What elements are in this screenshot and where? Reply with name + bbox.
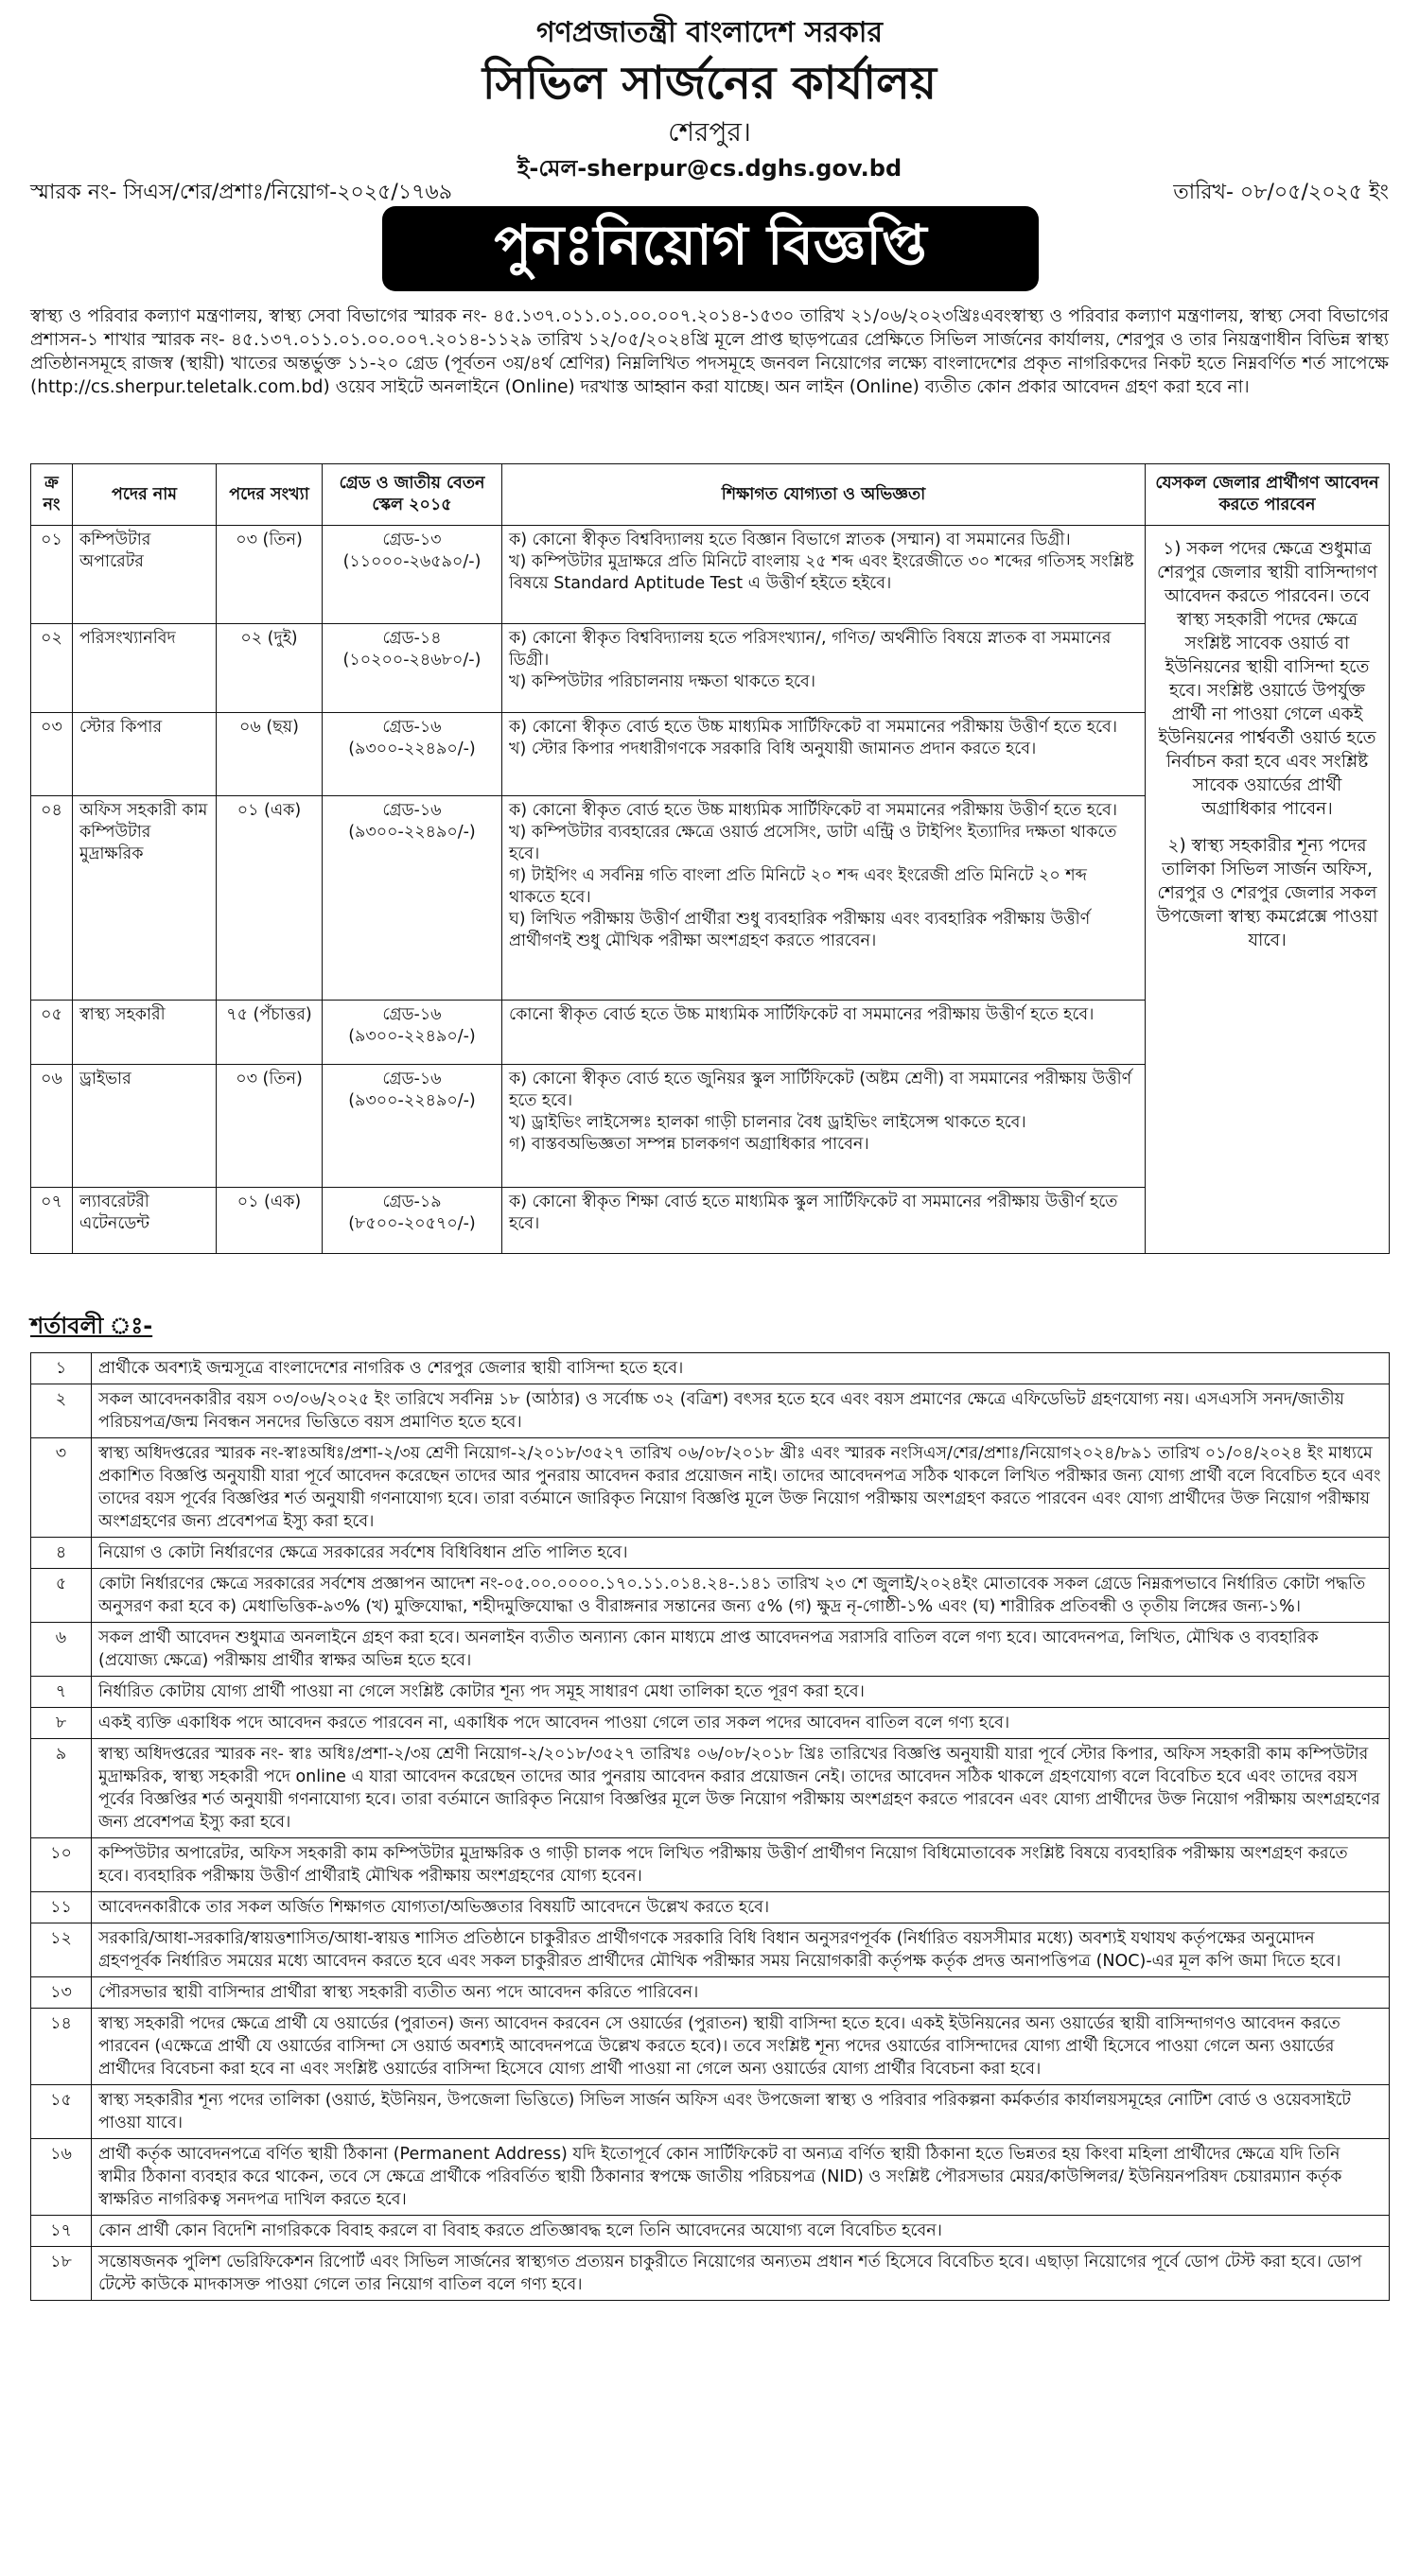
memo-number: স্মারক নং- সিএস/শের/প্রশাঃ/নিয়োগ-২০২৫/১৭৬৯	[30, 181, 452, 204]
row-grade	[323, 1188, 502, 1254]
header-qualification: শিক্ষাগত যোগ্যতা ও অভিজ্ঞতা	[502, 464, 1146, 526]
row-serial: ০২	[31, 624, 73, 713]
table-row	[31, 526, 1390, 624]
row-qualification	[502, 526, 1146, 624]
row-grade	[323, 1065, 502, 1188]
row-post-count: ০৬ (ছয়)	[217, 713, 323, 796]
table-row	[31, 1977, 1390, 2009]
office-email: ই-মেল-sherpur@cs.dghs.gov.bd	[517, 155, 902, 182]
table-row	[31, 1708, 1390, 1739]
qualification-item: ক) কোনো স্বীকৃত বোর্ড হতে উচ্চ মাধ্যমিক সার্টিফিকেট বা সমমানের পরীক্ষায় উত্তীর্ণ হতে হবে।	[509, 801, 1118, 820]
eligibility-item: ২) স্বাস্থ্য সহকারীর শূন্য পদের তালিকা সিভিল সার্জন অফিস, শেরপুর ও শেরপুর জেলার সকল উপজেলা স্বাস্থ্য কমপ্লেক্সে পাওয়া যাবে।	[1156, 836, 1378, 950]
row-post-name: কম্পিউটার অপারেটর	[73, 526, 217, 624]
condition-text: প্রার্থীকে অবশ্যই জন্মসূত্রে বাংলাদেশের নাগরিক ও শেরপুর জেলার স্থায়ী বাসিন্দা হতে হবে।	[92, 1353, 1390, 1384]
qualification-item: খ) কম্পিউটার ব্যবহারের ক্ষেত্রে ওয়ার্ড প্রসেসিং, ডাটা এন্ট্রি ও টাইপিং ইত্যাদির দক্ষতা থাকতে হবে।	[509, 823, 1117, 863]
qualification-item: খ) ড্রাইভিং লাইসেন্সঃ হালকা গাড়ী চালনার বৈধ ড্রাইভিং লাইসেন্স থাকতে হবে।	[509, 1113, 1026, 1132]
pay-scale: (১১০০০-২৬৫৯০/-)	[342, 552, 482, 571]
row-post-name: অফিস সহকারী কাম কম্পিউটার মুদ্রাক্ষরিক	[73, 796, 217, 1001]
table-row	[31, 2247, 1390, 2301]
condition-text: কোটা নির্ধারণের ক্ষেত্রে সরকারের সর্বশেষ প্রজ্ঞাপন আদেশ নং-০৫.০০.০০০০.১৭০.১১.০১৪.২৪-.১৪১ তারিখ ২৩ শে জুলাই/২০২৪ইং মোতাবেক সকল গ্রেডে নিম্নরূপভাবে নির্ধারিত কোটা পদ্ধতি অনুসরণ করা হবে ক) মেধাভিত্তিক-৯৩% (খ) মুক্তিযোদ্ধা, শহীদমুক্তিযোদ্ধা ও বীরাঙ্গনার সন্তানের জন্য ৫% (গ) ক্ষুদ্র নৃ-গোষ্ঠী-১% এবং (ঘ) শারীরিক প্রতিবন্ধী ও তৃতীয় লিঙ্গের জন্য-১%।	[92, 1569, 1390, 1623]
qualification-item: কোনো স্বীকৃত বোর্ড হতে উচ্চ মাধ্যমিক সার্টিফিকেট বা সমমানের পরীক্ষায় উত্তীর্ণ হতে হবে।	[509, 1005, 1095, 1024]
table-row	[31, 2216, 1390, 2247]
condition-number: ১৭	[31, 2216, 92, 2247]
header-serial: ক্র নং	[31, 464, 73, 526]
row-qualification	[502, 624, 1146, 713]
pay-scale: (৮৫০০-২০৫৭০/-)	[348, 1214, 476, 1233]
condition-text: প্রার্থী কর্তৃক আবেদনপত্রে বর্ণিত স্থায়ী ঠিকানা (Permanent Address) যদি ইতোপূর্বে কোন সার্টিফিকেট বা অন্যত্র বর্ণিত স্থায়ী ঠিকানা হতে ভিন্নতর হয় কিংবা মহিলা প্রার্থীদের ক্ষেত্রে যদি তিনি স্বামীর ঠিকানা ব্যবহার করে থাকেন, তবে সে ক্ষেত্রে প্রার্থীকে পরিবর্তিত স্থায়ী ঠিকানার স্বপক্ষে জাতীয় পরিচয়পত্র (NID) ও সংশ্লিষ্ট পৌরসভার মেয়র/কাউন্সিলর/ ইউনিয়নপরিষদ চেয়ারম্যান কর্তৃক স্বাক্ষরিত নাগরিকত্ব সনদপত্র দাখিল করতে হবে।	[92, 2139, 1390, 2216]
condition-text: সন্তোষজনক পুলিশ ভেরিফিকেশন রিপোর্ট এবং সিভিল সার্জনের স্বাস্থ্যগত প্রত্যয়ন চাকুরীতে নিয়োগের অন্যতম প্রধান শর্ত হিসেবে বিবেচিত হবে। এছাড়া নিয়োগের পূর্বে ডোপ টেস্ট করা হবে। ডোপ টেস্টে কাউকে মাদকাসক্ত পাওয়া গেলে তার নিয়োগ বাতিল বলে গণ্য হবে।	[92, 2247, 1390, 2301]
district-name: শেরপুর।	[668, 116, 751, 148]
row-serial: ০৩	[31, 713, 73, 796]
condition-number: ৩	[31, 1438, 92, 1538]
grade-label: গ্রেড-১৬	[382, 718, 442, 737]
table-row	[31, 1538, 1390, 1569]
table-row	[31, 1739, 1390, 1838]
condition-text: কোন প্রার্থী কোন বিদেশি নাগরিককে বিবাহ করলে বা বিবাহ করতে প্রতিজ্ঞাবদ্ধ হলে তিনি আবেদনের অযোগ্য বলে বিবেচিত হবেন।	[92, 2216, 1390, 2247]
condition-text: সকল প্রার্থী আবেদন শুধুমাত্র অনলাইনে গ্রহণ করা হবে। অনলাইন ব্যতীত অন্যান্য কোন মাধ্যমে প্রাপ্ত আবেদনপত্র সরাসরি বাতিল বলে গণ্য হবে। আবেদনপত্র, লিখিত, মৌখিক ও ব্যবহারিক (প্রযোজ্য ক্ষেত্রে) পরীক্ষায় প্রার্থীর স্বাক্ষর অভিন্ন হতে হবে।	[92, 1623, 1390, 1677]
condition-number: ১০	[31, 1838, 92, 1892]
row-post-name: ড্রাইভার	[73, 1065, 217, 1188]
office-name: সিভিল সার্জনের কার্যালয়	[482, 57, 937, 110]
condition-number: ১১	[31, 1892, 92, 1923]
row-qualification	[502, 796, 1146, 1001]
government-name: গণপ্রজাতন্ত্রী বাংলাদেশ সরকার	[536, 16, 883, 49]
qualification-item: ক) কোনো স্বীকৃত বিশ্ববিদ্যালয় হতে বিজ্ঞান বিভাগে স্নাতক (সম্মান) বা সমমানের ডিগ্রী।	[509, 531, 1071, 549]
table-row	[31, 1384, 1390, 1438]
condition-text: কম্পিউটার অপারেটর, অফিস সহকারী কাম কম্পিউটার মুদ্রাক্ষরিক ও গাড়ী চালক পদে লিখিত পরীক্ষায় উত্তীর্ণ প্রার্থীগণ নিয়োগ বিধিমোতাবেক সংশ্লিষ্ট বিষয়ে ব্যবহারিক পরীক্ষায় অংশগ্রহণ করতে হবে। ব্যবহারিক পরীক্ষায় উত্তীর্ণ প্রার্থীরাই মৌখিক পরীক্ষায় অংশগ্রহণের যোগ্য হবেন।	[92, 1838, 1390, 1892]
row-post-count: ০৩ (তিন)	[217, 526, 323, 624]
row-serial: ০৫	[31, 1001, 73, 1065]
row-qualification	[502, 713, 1146, 796]
row-post-count: ০২ (দুই)	[217, 624, 323, 713]
intro-paragraph: স্বাস্থ্য ও পরিবার কল্যাণ মন্ত্রণালয়, স্বাস্থ্য সেবা বিভাগের স্মারক নং- ৪৫.১৩৭.০১১.০১.০০.০০৭.২০১৪-১৫৩০ তারিখ ২১/০৬/২০২৩খ্রিঃএবংস্বাস্থ্য ও পরিবার কল্যাণ মন্ত্রণালয়, স্বাস্থ্য সেবা বিভাগের প্রশাসন-১ শাখার স্মারক নং- ৪৫.১৩৭.০১১.০১.০০.০০৭.২০১৪-১১২৯ তারিখ ১২/০৫/২০২৪খ্রি মূলে প্রাপ্ত ছাড়পত্রের প্রেক্ষিতে সিভিল সার্জনের কার্যালয়, শেরপুর ও তার নিয়ন্ত্রণাধীন বিভিন্ন স্বাস্থ্য প্রতিষ্ঠানসমূহে রাজস্ব (স্থায়ী) খাতের অন্তর্ভুক্ত ১১-২০ গ্রেড (পূর্বতন ৩য়/৪র্থ শ্রেণির) নিম্নলিখিত পদসমূহে জনবল নিয়োগের লক্ষ্যে বাংলাদেশের প্রকৃত নাগরিকদের নিকট হতে নিম্নবর্ণিত শর্ত সাপেক্ষে (http://cs.sherpur.teletalk.com.bd) ওয়েব সাইটে অনলাইনে (Online) দরখাস্ত আহ্বান করা যাচ্ছে। অন লাইন (Online) ব্যতীত কোন প্রকার আবেদন গ্রহণ করা হবে না।	[30, 306, 1389, 397]
qualification-item: খ) কম্পিউটার পরিচালনায় দক্ষতা থাকতে হবে।	[509, 672, 816, 691]
row-grade	[323, 526, 502, 624]
qualification-item: ক) কোনো স্বীকৃত বোর্ড হতে উচ্চ মাধ্যমিক সার্টিফিকেট বা সমমানের পরীক্ষায় উত্তীর্ণ হতে হবে।	[509, 718, 1118, 737]
qualification-item: খ) স্টোর কিপার পদধারীগণকে সরকারি বিধি অনুযায়ী জামানত প্রদান করতে হবে।	[509, 740, 1037, 758]
condition-text: আবেদনকারীকে তার সকল অর্জিত শিক্ষাগত যোগ্যতা/অভিজ্ঞতার বিষয়টি আবেদনে উল্লেখ করতে হবে।	[92, 1892, 1390, 1923]
pay-scale: (৯৩০০-২২৪৯০/-)	[348, 823, 476, 842]
qualification-item: গ) বাস্তবঅভিজ্ঞতা সম্পন্ন চালকগণ অগ্রাধিকার পাবেন।	[509, 1135, 869, 1154]
condition-number: ১৩	[31, 1977, 92, 2009]
eligibility-cell	[1146, 526, 1390, 1254]
condition-number: ৭	[31, 1677, 92, 1708]
row-post-count: ০১ (এক)	[217, 796, 323, 1001]
pay-scale: (৯৩০০-২২৪৯০/-)	[348, 1091, 476, 1110]
row-serial: ০১	[31, 526, 73, 624]
row-serial: ০৭	[31, 1188, 73, 1254]
row-qualification	[502, 1065, 1146, 1188]
condition-number: ৪	[31, 1538, 92, 1569]
pay-scale: (৯৩০০-২২৪৯০/-)	[348, 740, 476, 758]
table-row	[31, 1438, 1390, 1538]
row-post-count: ০১ (এক)	[217, 1188, 323, 1254]
table-row	[31, 1923, 1390, 1977]
row-grade	[323, 796, 502, 1001]
grade-label: গ্রেড-১৬	[382, 1070, 442, 1088]
grade-label: গ্রেড-১৬	[382, 801, 442, 820]
row-grade	[323, 713, 502, 796]
grade-label: গ্রেড-১৬	[382, 1005, 442, 1024]
condition-text: একই ব্যক্তি একাধিক পদে আবেদন করতে পারবেন না, একাধিক পদে আবেদন পাওয়া গেলে তার সকল পদের আবেদন বাতিল বলে গণ্য হবে।	[92, 1708, 1390, 1739]
condition-text: নির্ধারিত কোটায় যোগ্য প্রার্থী পাওয়া না গেলে সংশ্লিষ্ট কোটার শূন্য পদ সমূহ সাধারণ মেধা তালিকা হতে পূরণ করা হবে।	[92, 1677, 1390, 1708]
grade-label: গ্রেড-১৩	[382, 531, 442, 549]
condition-text: স্বাস্থ্য সহকারী পদের ক্ষেত্রে প্রার্থী যে ওয়ার্ডের (পুরাতন) জন্য আবেদন করবেন সে ওয়ার্ডের (পুরাতন) স্থায়ী বাসিন্দা হতে হবে। একই ইউনিয়নের অন্য ওয়ার্ডের স্থায়ী বাসিন্দাগণও আবেদন করতে পারবেন (এক্ষেত্রে প্রার্থী যে ওয়ার্ডের বাসিন্দা সে ওয়ার্ড অবশ্যই আবেদনপত্রে উল্লেখ করতে হবে)। তবে সংশ্লিষ্ট শূন্য পদের ওয়ার্ডের বাসিন্দাদের যোগ্য প্রার্থী হিসেবে পাওয়া গেলে অন্য ওয়ার্ডের প্রার্থীদের বিবেচনা করা হবে না এবং সংশ্লিষ্ট ওয়ার্ডের বাসিন্দা হিসেবে যোগ্য প্রার্থী পাওয়া না গেলে অন্য ওয়ার্ডের যোগ্য প্রার্থীর বিবেচনা করা হবে।	[92, 2009, 1390, 2085]
notice-title: পুনঃনিয়োগ বিজ্ঞপ্তি	[382, 206, 1039, 291]
condition-text: স্বাস্থ্য সহকারীর শূন্য পদের তালিকা (ওয়ার্ড, ইউনিয়ন, উপজেলা ভিত্তিতে) সিভিল সার্জন অফিস এবং উপজেলা স্বাস্থ্য ও পরিবার পরিকল্পনা কর্মকর্তার কার্যালয়সমূহের নোটিশ বোর্ড ও ওয়েবসাইটে পাওয়া যাবে।	[92, 2085, 1390, 2139]
header-post-name: পদের নাম	[73, 464, 217, 526]
row-post-name: পরিসংখ্যানবিদ	[73, 624, 217, 713]
condition-number: ৬	[31, 1623, 92, 1677]
condition-text: স্বাস্থ্য অধিদপ্তরের স্মারক নং-স্বাঃঅধিঃ/প্রশা-২/৩য় শ্রেণী নিয়োগ-২/২০১৮/৩৫২৭ তারিখ ০৬/০৮/২০১৮ খ্রীঃ এবং স্মারক নংসিএস/শের/প্রশাঃ/নিয়োগ২০২৪/৮৯১ তারিখ ০১/০৪/২০২৪ ইং মাধ্যমে প্রকাশিত বিজ্ঞপ্তি অনুযায়ী যারা পূর্বে আবেদন করেছেন তাদের আর পুনরায় আবেদন করার প্রয়োজন নাই। তাদের আবেদনপত্র সঠিক থাকলে লিখিত পরীক্ষার জন্য যোগ্য প্রার্থী বলে বিবেচিত হবে এবং তাদের বয়স পূর্বের বিজ্ঞপ্তির শর্ত অনুযায়ী গণনাযোগ্য হবে। তারা বর্তমানে জারিকৃত নিয়োগ বিজ্ঞপ্তি মূলে উক্ত নিয়োগ পরীক্ষায় অংশগ্রহণ করতে পারবেন এবং যোগ্য প্রার্থীদের উক্ত নিয়োগ পরীক্ষায় অংশগ্রহণের জন্য প্রবেশপত্র ইস্যু করা হবে।	[92, 1438, 1390, 1538]
header-grade-scale: গ্রেড ও জাতীয় বেতন স্কেল ২০১৫	[323, 464, 502, 526]
condition-number: ১৪	[31, 2009, 92, 2085]
qualification-item: ক) কোনো স্বীকৃত বিশ্ববিদ্যালয় হতে পরিসংখ্যান/, গণিত/ অর্থনীতি বিষয়ে স্নাতক বা সমমানের ডিগ্রী।	[509, 629, 1112, 670]
row-qualification	[502, 1188, 1146, 1254]
qualification-item: খ) কম্পিউটার মুদ্রাক্ষরে প্রতি মিনিটে বাংলায় ২৫ শব্দ এবং ইংরেজীতে ৩০ শব্দের গতিসহ সংশ্লিষ্ট বিষয়ে Standard Aptitude Test এ উত্তীর্ণ হইতে হইবে।	[509, 552, 1134, 593]
row-qualification	[502, 1001, 1146, 1065]
row-serial: ০৬	[31, 1065, 73, 1188]
table-row	[31, 1838, 1390, 1892]
table-row	[31, 2009, 1390, 2085]
conditions-heading: শর্তাবলী ঃ-	[30, 1313, 153, 1339]
row-grade	[323, 624, 502, 713]
table-row	[31, 1569, 1390, 1623]
qualification-item: ঘ) লিখিত পরীক্ষায় উত্তীর্ণ প্রার্থীরা শুধু ব্যবহারিক পরীক্ষায় এবং ব্যবহারিক পরীক্ষায় উত্তীর্ণ প্রার্থীগণই শুধু মৌখিক পরীক্ষা অংশগ্রহণ করতে পারবেন।	[509, 910, 1091, 950]
row-post-name: স্টোর কিপার	[73, 713, 217, 796]
pay-scale: (১০২০০-২৪৬৮০/-)	[342, 651, 482, 670]
qualification-item: ক) কোনো স্বীকৃত শিক্ষা বোর্ড হতে মাধ্যমিক স্কুল সার্টিফিকেট বা সমমানের পরীক্ষায় উত্তীর্ণ হতে হবে।	[509, 1192, 1118, 1233]
condition-number: ৮	[31, 1708, 92, 1739]
condition-number: ১৬	[31, 2139, 92, 2216]
qualification-item: গ) টাইপিং এ সর্বনিম্ন গতি বাংলা প্রতি মিনিটে ২০ শব্দ এবং ইংরেজী প্রতি মিনিটে ২০ শব্দ থাকতে হবে।	[509, 866, 1087, 907]
condition-number: ১২	[31, 1923, 92, 1977]
condition-number: ৯	[31, 1739, 92, 1838]
condition-number: ১৫	[31, 2085, 92, 2139]
row-post-count: ০৩ (তিন)	[217, 1065, 323, 1188]
table-row	[31, 1353, 1390, 1384]
posts-header-row	[31, 464, 1390, 526]
row-post-count: ৭৫ (পঁচাত্তর)	[217, 1001, 323, 1065]
table-row	[31, 1677, 1390, 1708]
grade-label: গ্রেড-১৪	[382, 629, 442, 648]
condition-text: নিয়োগ ও কোটা নির্ধারণের ক্ষেত্রে সরকারের সর্বশেষ বিধিবিধান প্রতি পালিত হবে।	[92, 1538, 1390, 1569]
table-row	[31, 2085, 1390, 2139]
condition-number: ১	[31, 1353, 92, 1384]
qualification-item: ক) কোনো স্বীকৃত বোর্ড হতে জুনিয়র স্কুল সার্টিফিকেট (অষ্টম শ্রেণী) বা সমমানের পরীক্ষায় উত্তীর্ণ হতে হবে।	[509, 1070, 1132, 1110]
condition-number: ১৮	[31, 2247, 92, 2301]
header-eligible-districts: যেসকল জেলার প্রার্থীগণ আবেদন করতে পারবেন	[1146, 464, 1390, 526]
row-post-name: স্বাস্থ্য সহকারী	[73, 1001, 217, 1065]
condition-number: ২	[31, 1384, 92, 1438]
table-row	[31, 1892, 1390, 1923]
row-serial: ০৪	[31, 796, 73, 1001]
condition-text: পৌরসভার স্থায়ী বাসিন্দার প্রার্থীরা স্বাস্থ্য সহকারী ব্যতীত অন্য পদে আবেদন করিতে পারিবেন।	[92, 1977, 1390, 2009]
condition-text: সরকারি/আধা-সরকারি/স্বায়ত্তশাসিত/আধা-স্বায়ত্ত শাসিত প্রতিষ্ঠানে চাকুরীরত প্রার্থীগণকে সরকারি বিধি বিধান অনুসরণপূর্বক (নির্ধারিত বয়সসীমার মধ্যে) অবশ্যই যথাযথ কর্তৃপক্ষের অনুমোদন গ্রহণপূর্বক নির্ধারিত সময়ের মধ্যে আবেদন করতে হবে এবং সকল চাকুরীরত প্রার্থীদের মৌখিক পরীক্ষার সময় নিয়োগকারী কর্তৃপক্ষ কর্তৃক প্রদত্ত অনাপত্তিপত্র (NOC)-এর মূল কপি জমা দিতে হবে।	[92, 1923, 1390, 1977]
row-grade	[323, 1001, 502, 1065]
grade-label: গ্রেড-১৯	[382, 1192, 442, 1211]
row-post-name: ল্যাবরেটরী এটেনডেন্ট	[73, 1188, 217, 1254]
condition-text: সকল আবেদনকারীর বয়স ০৩/০৬/২০২৫ ইং তারিখে সর্বনিম্ন ১৮ (আঠার) ও সর্বোচ্চ ৩২ (বত্রিশ) বৎসর হতে হবে এবং বয়স প্রমাণের ক্ষেত্রে এফিডেভিট গ্রহণযোগ্য নয়। এসএসসি সনদ/জাতীয় পরিচয়পত্র/জন্ম নিবন্ধন সনদের ভিত্তিতে বয়স প্রমাণিত হতে হবে।	[92, 1384, 1390, 1438]
condition-text: স্বাস্থ্য অধিদপ্তরের স্মারক নং- স্বাঃ অধিঃ/প্রশা-২/৩য় শ্রেণী নিয়োগ-২/২০১৮/৩৫২৭ তারিখঃ ০৬/০৮/২০১৮ খ্রিঃ তারিখের বিজ্ঞপ্তি অনুযায়ী যারা পূর্বে স্টোর কিপার, অফিস সহকারী কাম কম্পিউটার মুদ্রাক্ষরিক, স্বাস্থ্য সহকারী পদে online এ যারা আবেদন করেছেন তাদের আর পুনরায় আবেদন করার প্রয়োজন নেই। তাদের আবেদন সঠিক থাকলে গ্রহণযোগ্য বলে বিবেচিত হবে এবং তাদের বয়স পূর্বের বিজ্ঞপ্তির শর্ত অনুযায়ী গণনাযোগ্য হবে। তারা বর্তমানে জারিকৃত নিয়োগ বিজ্ঞপ্তির মূলে উক্ত নিয়োগ পরীক্ষায় অংশগ্রহণ করতে পারবেন এবং যোগ্য প্রার্থীদের উক্ত নিয়োগ পরীক্ষায় অংশগ্রহণের জন্য প্রবেশপত্র ইস্যু করা হবে।	[92, 1739, 1390, 1838]
eligibility-item: ১) সকল পদের ক্ষেত্রে শুধুমাত্র শেরপুর জেলার স্থায়ী বাসিন্দাগণ আবেদন করতে পারবেন। তবে স্বাস্থ্য সহকারী পদের ক্ষেত্রে সংশ্লিষ্ট সাবেক ওয়ার্ড বা ইউনিয়নের স্থায়ী বাসিন্দা হতে হবে। সংশ্লিষ্ট ওয়ার্ডে উপর্যুক্ত প্রার্থী না পাওয়া গেলে একই ইউনিয়নের পার্শ্ববর্তী ওয়ার্ড হতে নির্বাচন করা হবে এবং সংশ্লিষ্ট সাবেক ওয়ার্ডের প্রার্থী অগ্রাধিকার পাবেন।	[1157, 539, 1377, 819]
pay-scale: (৯৩০০-২২৪৯০/-)	[348, 1027, 476, 1046]
conditions-table	[30, 1352, 1390, 2301]
posts-table	[30, 463, 1390, 1254]
table-row	[31, 1623, 1390, 1677]
header-post-count: পদের সংখ্যা	[217, 464, 323, 526]
condition-number: ৫	[31, 1569, 92, 1623]
table-row	[31, 2139, 1390, 2216]
notice-date: তারিখ- ০৮/০৫/২০২৫ ইং	[1173, 181, 1389, 204]
